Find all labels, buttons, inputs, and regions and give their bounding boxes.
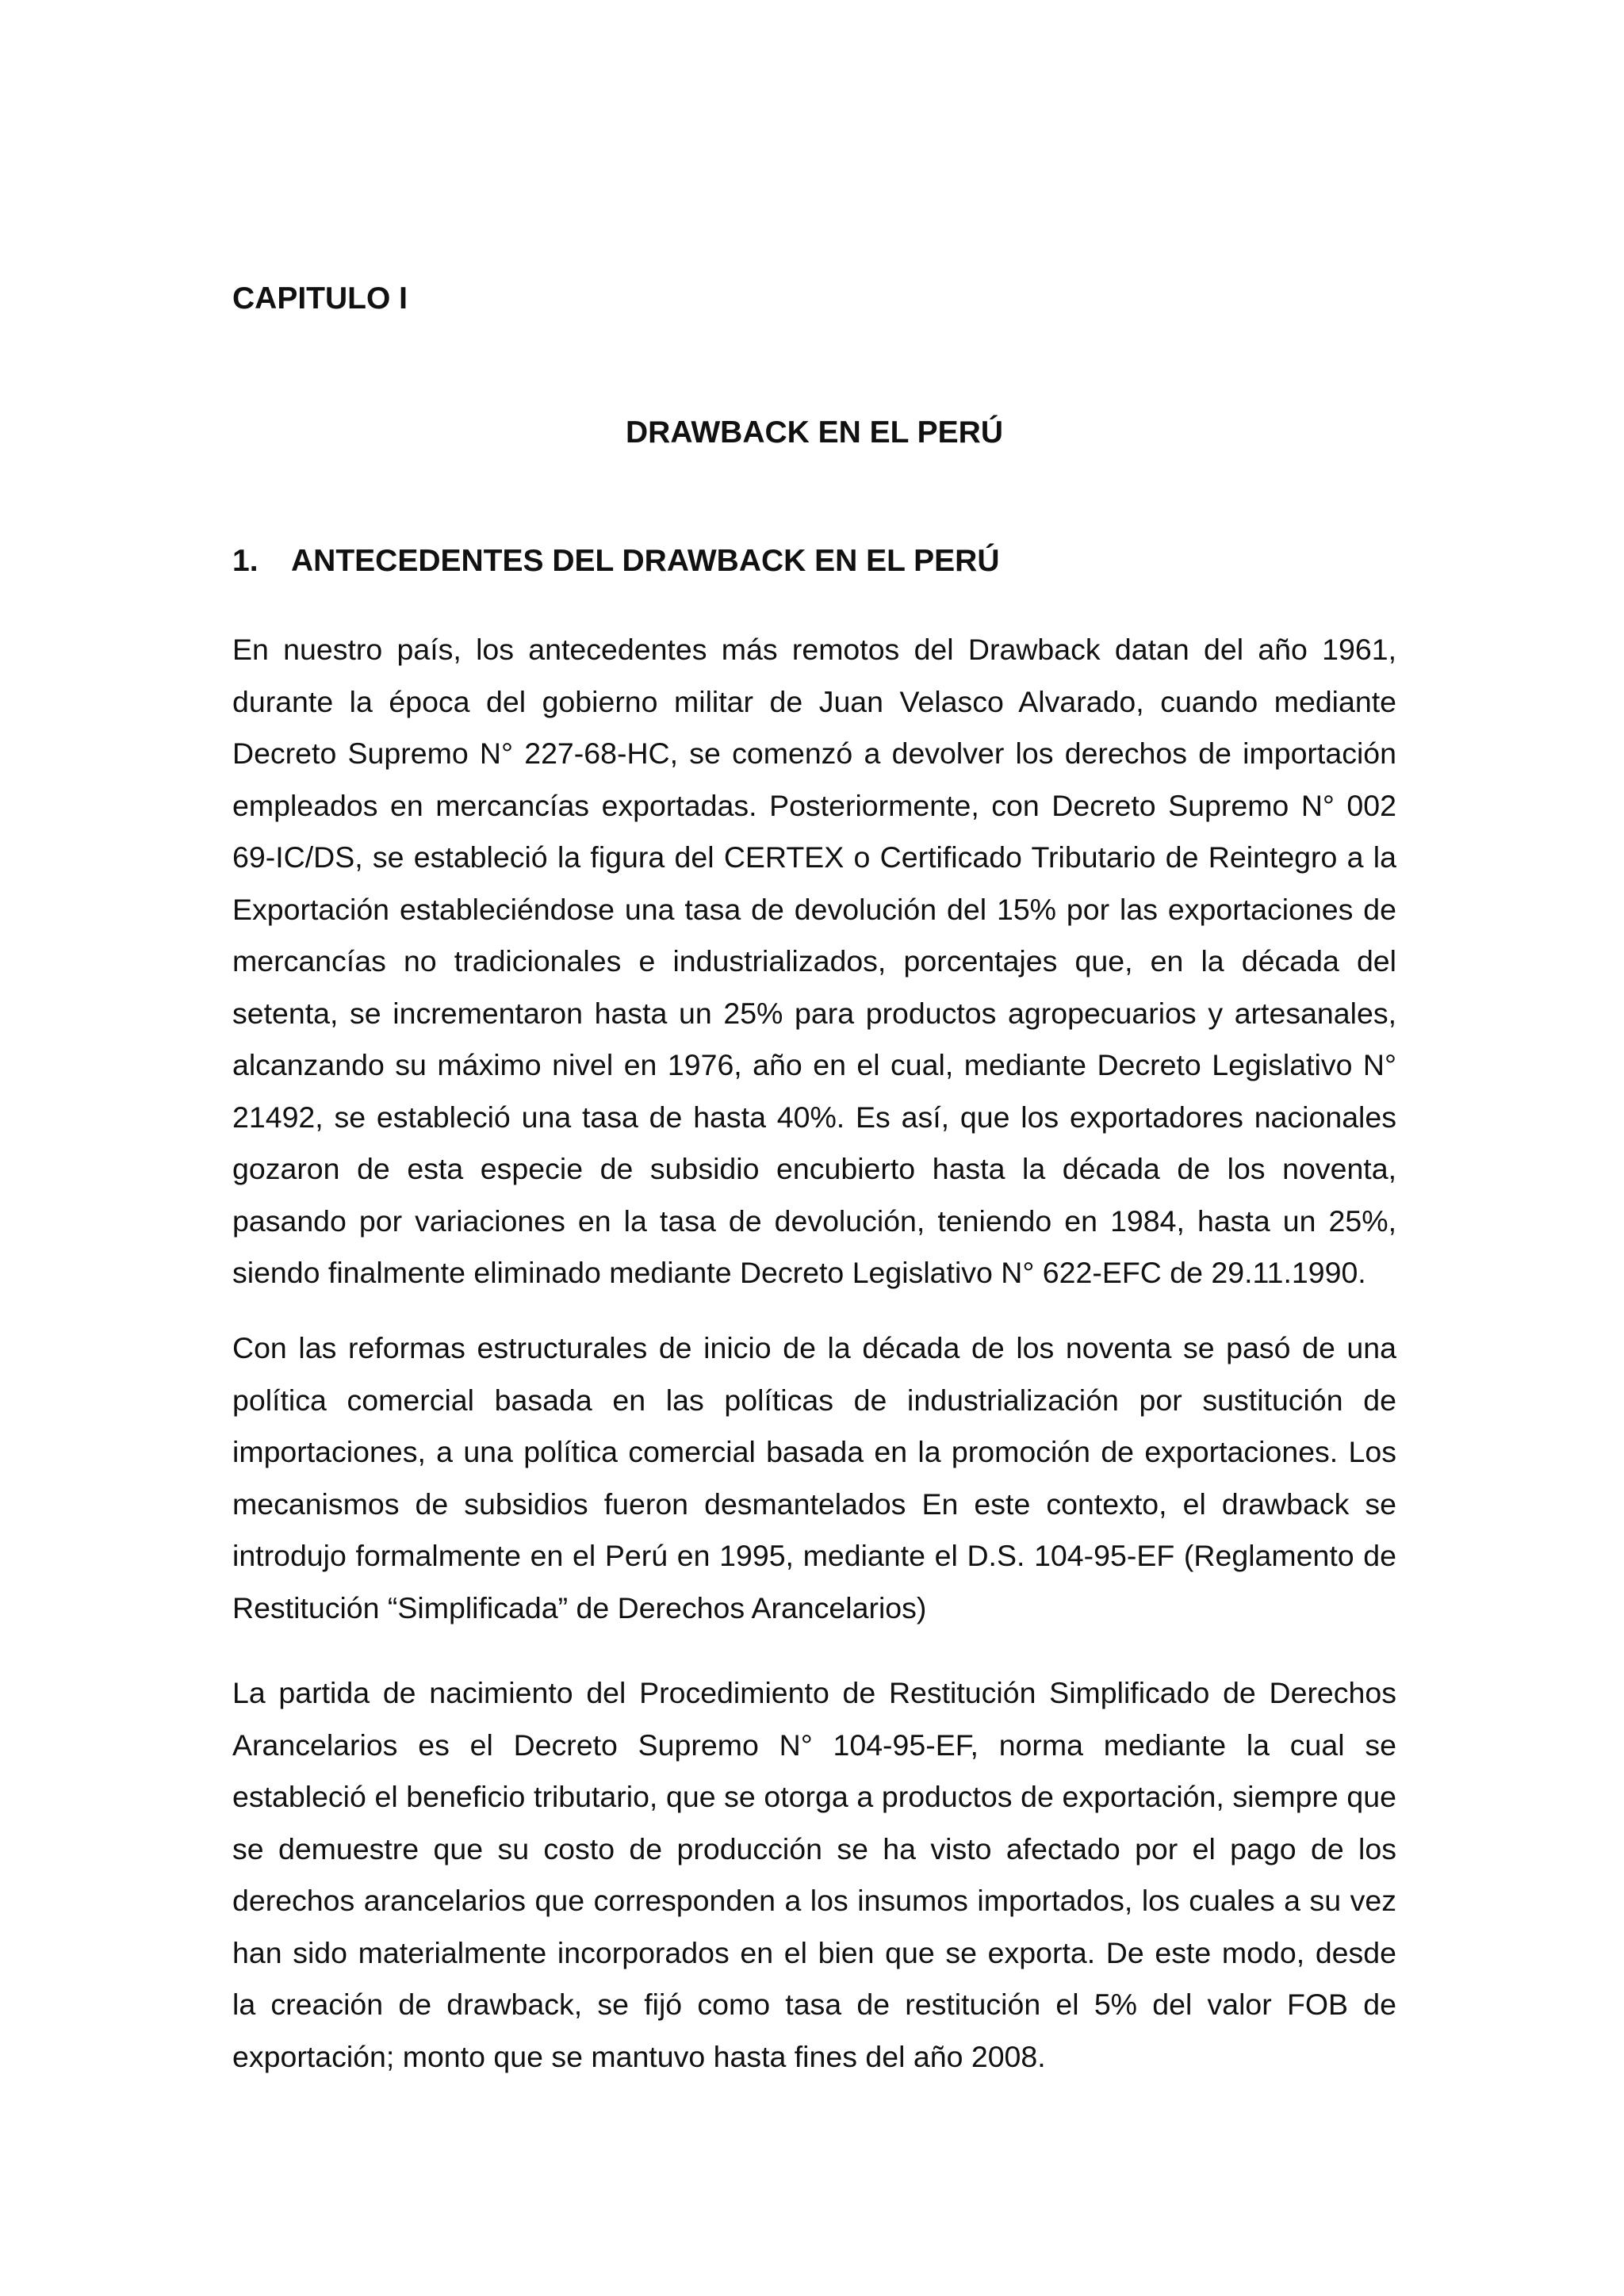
paragraph-line: introdujo formalmente en el Perú en 1995, mediante el D.S. 104-95-EF (Reglamento de bbox=[232, 1539, 1396, 1572]
paragraph-line: durante la época del gobierno militar de Juan Velasco Alvarado, cuando mediante bbox=[232, 684, 1396, 718]
paragraph-line: importaciones, a una política comercial basada en la promoción de exportaciones. Los bbox=[232, 1435, 1396, 1468]
paragraph-line: la creación de drawback, se fijó como tasa de restitución el 5% del valor FOB de bbox=[232, 1988, 1396, 2021]
paragraph-line: 69-IC/DS, se estableció la figura del CERTEX o Certificado Tributario de Reintegro a la bbox=[232, 840, 1396, 874]
section-heading-text: ANTECEDENTES DEL DRAWBACK EN EL PERÚ bbox=[291, 544, 1000, 578]
paragraph-line: Restitución “Simplificada” de Derechos Arancelarios) bbox=[232, 1590, 927, 1624]
paragraph-3 bbox=[232, 1667, 1396, 2083]
paragraph-line: Exportación estableciéndose una tasa de devolución del 15% por las exportaciones de bbox=[232, 892, 1396, 926]
paragraph-line: La partida de nacimiento del Procedimiento de Restitución Simplificado de Derechos bbox=[232, 1676, 1396, 1709]
paragraph-line: En nuestro país, los antecedentes más remotos del Drawback datan del año 1961, bbox=[232, 633, 1396, 666]
paragraph-line: mecanismos de subsidios fueron desmantelados En este contexto, el drawback se bbox=[232, 1487, 1396, 1521]
paragraph-line: gozaron de esta especie de subsidio encubierto hasta la década de los noventa, bbox=[232, 1152, 1396, 1185]
section-heading bbox=[232, 541, 999, 581]
paragraph-line: alcanzando su máximo nivel en 1976, año en el cual, mediante Decreto Legislativo N° bbox=[232, 1048, 1396, 1081]
paragraph-line: han sido materialmente incorporados en el bien que se exporta. De este modo, desde bbox=[232, 1935, 1396, 1969]
paragraph-line: Con las reformas estructurales de inicio de la década de los noventa se pasó de una bbox=[232, 1331, 1396, 1364]
paragraph-line: derechos arancelarios que corresponden a los insumos importados, los cuales a su vez bbox=[232, 1884, 1396, 1917]
paragraph-line: estableció el beneficio tributario, que se otorga a productos de exportación, siempre que bbox=[232, 1780, 1396, 1813]
paragraph-line: pasando por variaciones en la tasa de devolución, teniendo en 1984, hasta un 25%, bbox=[232, 1203, 1396, 1238]
paragraph-1 bbox=[232, 624, 1396, 1299]
paragraph-line: Arancelarios es el Decreto Supremo N° 104-95-EF, norma mediante la cual se bbox=[232, 1728, 1396, 1762]
paragraph-line: se demuestre que su costo de producción se ha visto afectado por el pago de los bbox=[232, 1831, 1396, 1866]
paragraph-line: mercancías no tradicionales e industrializados, porcentajes que, en la década del bbox=[232, 944, 1396, 978]
paragraph-line: exportación; monto que se mantuvo hasta fines del año 2008. bbox=[232, 2039, 1046, 2073]
paragraph-line: setenta, se incrementaron hasta un 25% para productos agropecuarios y artesanales, bbox=[232, 996, 1396, 1030]
paragraph-line: siendo finalmente eliminado mediante Decreto Legislativo N° 622-EFC de 29.11.1990. bbox=[232, 1256, 1366, 1289]
paragraph-line: Decreto Supremo N° 227-68-HC, se comenzó a devolver los derechos de importación bbox=[232, 737, 1396, 770]
paragraph-line: empleados en mercancías exportadas. Posteriormente, con Decreto Supremo N° 002 bbox=[232, 788, 1396, 822]
paragraph-2 bbox=[232, 1322, 1396, 1634]
document-title: DRAWBACK EN EL PERÚ bbox=[626, 415, 1003, 450]
section-number: 1. bbox=[232, 544, 259, 578]
paragraph-line: 21492, se estableció una tasa de hasta 40%. Es así, que los exportadores nacionales bbox=[232, 1100, 1396, 1134]
paragraph-line: política comercial basada en las políticas de industrialización por sustitución de bbox=[232, 1383, 1396, 1417]
chapter-heading: CAPITULO I bbox=[232, 281, 408, 316]
